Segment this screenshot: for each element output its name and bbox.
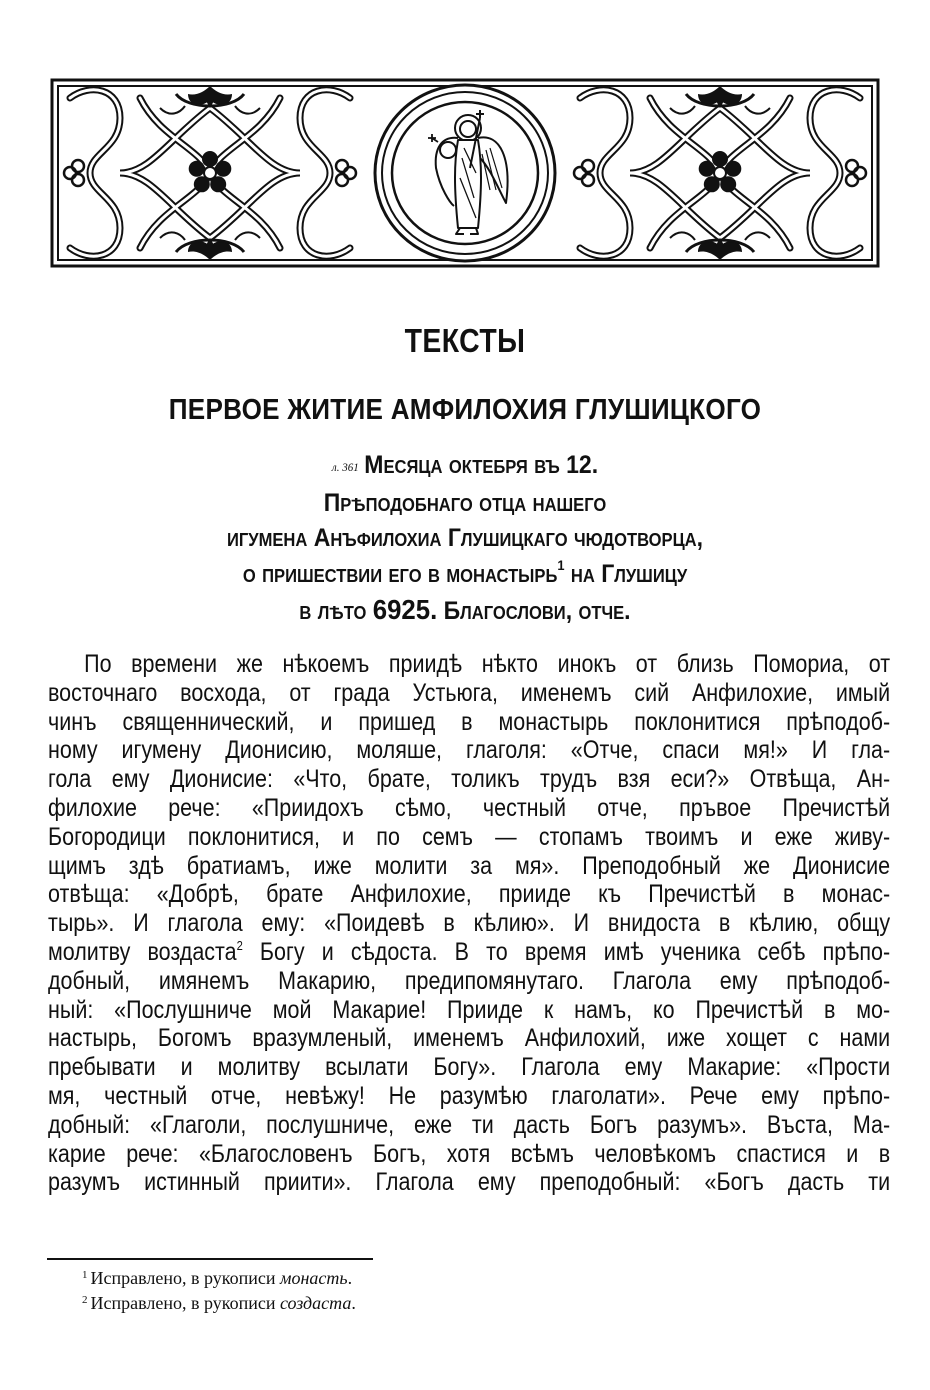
- footnote-text: Исправлено, в рукописи: [90, 1293, 280, 1313]
- body-line: разумъ истинный приити». Глагола ему преподобный: «Богъ дасть ти: [48, 1168, 891, 1197]
- body-line: щимъ здѣ братиамъ, иже молити за мя». Преподобный же Дионисие: [48, 851, 891, 880]
- body-line-10-before: молитву воздаста: [48, 937, 237, 966]
- footnote-italic: создаста: [279, 1293, 352, 1313]
- body-line: добный, имянемъ Макарию, предипомянутаго. Глагола ему прѣподоб-: [48, 966, 891, 995]
- body-line: По времени же нѣкоемъ приидѣ нѣкто инокъ от близь Помориа, от: [84, 650, 891, 678]
- body-line: восточнаго восхода, от града Устьюга, именемъ сий Анфилохие, имый: [48, 678, 891, 707]
- body-line: филохие рече: «Приидохъ сѣмо, честный отче, пръвое Пречистѣй: [48, 793, 891, 822]
- title-line-1: [92, 448, 837, 486]
- header-ornament: [50, 78, 880, 268]
- footnote-end: .: [351, 1293, 356, 1313]
- title-line-4: [92, 557, 837, 593]
- footnote-number: 2: [82, 1294, 88, 1306]
- body-line: настырь, Богомъ вразумленый, именемъ Анфилохий, иже хощет с нами: [48, 1024, 891, 1053]
- title-line-5-prefix: в лѣто: [299, 597, 373, 625]
- footnote-text: Исправлено, в рукописи: [90, 1268, 280, 1288]
- title-line-2: Прѣподобнаго отца нашего: [323, 488, 607, 517]
- document-title: ПЕРВОЕ ЖИТИЕ АМФИЛОХИЯ ГЛУШИЦКОГО: [168, 394, 762, 426]
- body-line: [48, 938, 890, 967]
- body-line: ному игумену Дионисию, моляше, глаголя: «Отче, спаси мя!» И гла-: [48, 736, 891, 765]
- footnote-1: [82, 1266, 356, 1291]
- footnote-ref-1[interactable]: 1: [557, 556, 565, 573]
- title-line-3: игумена Анъфилохиа Глушицкаго чюдотворца,: [226, 524, 704, 552]
- body-line: добный: «Глаголи, послушниче, еже ти дасть Богъ разумъ». Въста, Ма-: [48, 1110, 891, 1139]
- title-line-4-after: на Глушицу: [564, 559, 688, 588]
- body-line-10-after: Богу и сѣдоста. В то время имѣ ученика себѣ прѣпо-: [242, 937, 891, 966]
- footnote-end: .: [347, 1268, 353, 1288]
- body-paragraph: [48, 650, 890, 1197]
- footnotes: [82, 1266, 356, 1316]
- folio-marker: л. 361: [331, 460, 359, 474]
- body-line: гола ему Дионисие: «Что, брате, толикъ трудъ взя еси?» Отвѣща, Ан-: [48, 765, 891, 794]
- body-line: отвѣща: «Добрѣ, брате Анфилохие, прииде къ Пречистѣй в монас-: [48, 880, 891, 909]
- body-line: мя, честный отче, невѣжу! Не разумѣю глаголати». Рече ему прѣпо-: [48, 1081, 891, 1110]
- body-line: карие рече: «Благословенъ Богъ, хотя всѣмъ человѣкомъ спастися и в: [48, 1139, 891, 1168]
- body-line: ный: «Послушниче мой Макарие! Прииде к намъ, ко Пречистѣй в мо-: [48, 995, 891, 1024]
- angel-medallion-ornament-icon: [50, 78, 880, 268]
- title-line-4-before: о пришествии его в монастырь: [242, 559, 558, 588]
- title-line-5: [92, 592, 837, 630]
- footnote-divider: [47, 1258, 373, 1260]
- footnote-2: [82, 1291, 356, 1316]
- year-value: 6925.: [372, 594, 438, 625]
- footnote-italic: монасть: [279, 1268, 348, 1288]
- body-line: тырь». И глагола ему: «Поидевѣ в кѣлию». И внидоста в кѣлию, общу: [48, 909, 891, 938]
- body-line: Богородици поклонитися, и по семъ — стопамъ твоимъ и еже живу-: [48, 822, 891, 851]
- title-line-1-text: Месяца октебря въ 12.: [364, 451, 599, 479]
- body-line: пребывати и молитву всылати Богу». Глагола ему Макарие: «Прости: [48, 1053, 891, 1082]
- footnote-ref-2[interactable]: 2: [236, 937, 243, 953]
- section-title: ТЕКСТЫ: [404, 322, 526, 359]
- footnote-number: 1: [82, 1269, 88, 1281]
- body-line: чинъ священнический, и пришед в монастырь поклонитися прѣподоб-: [48, 707, 891, 736]
- title-line-5-suffix: Благослови, отче.: [437, 597, 631, 625]
- text-title-block: [60, 448, 870, 630]
